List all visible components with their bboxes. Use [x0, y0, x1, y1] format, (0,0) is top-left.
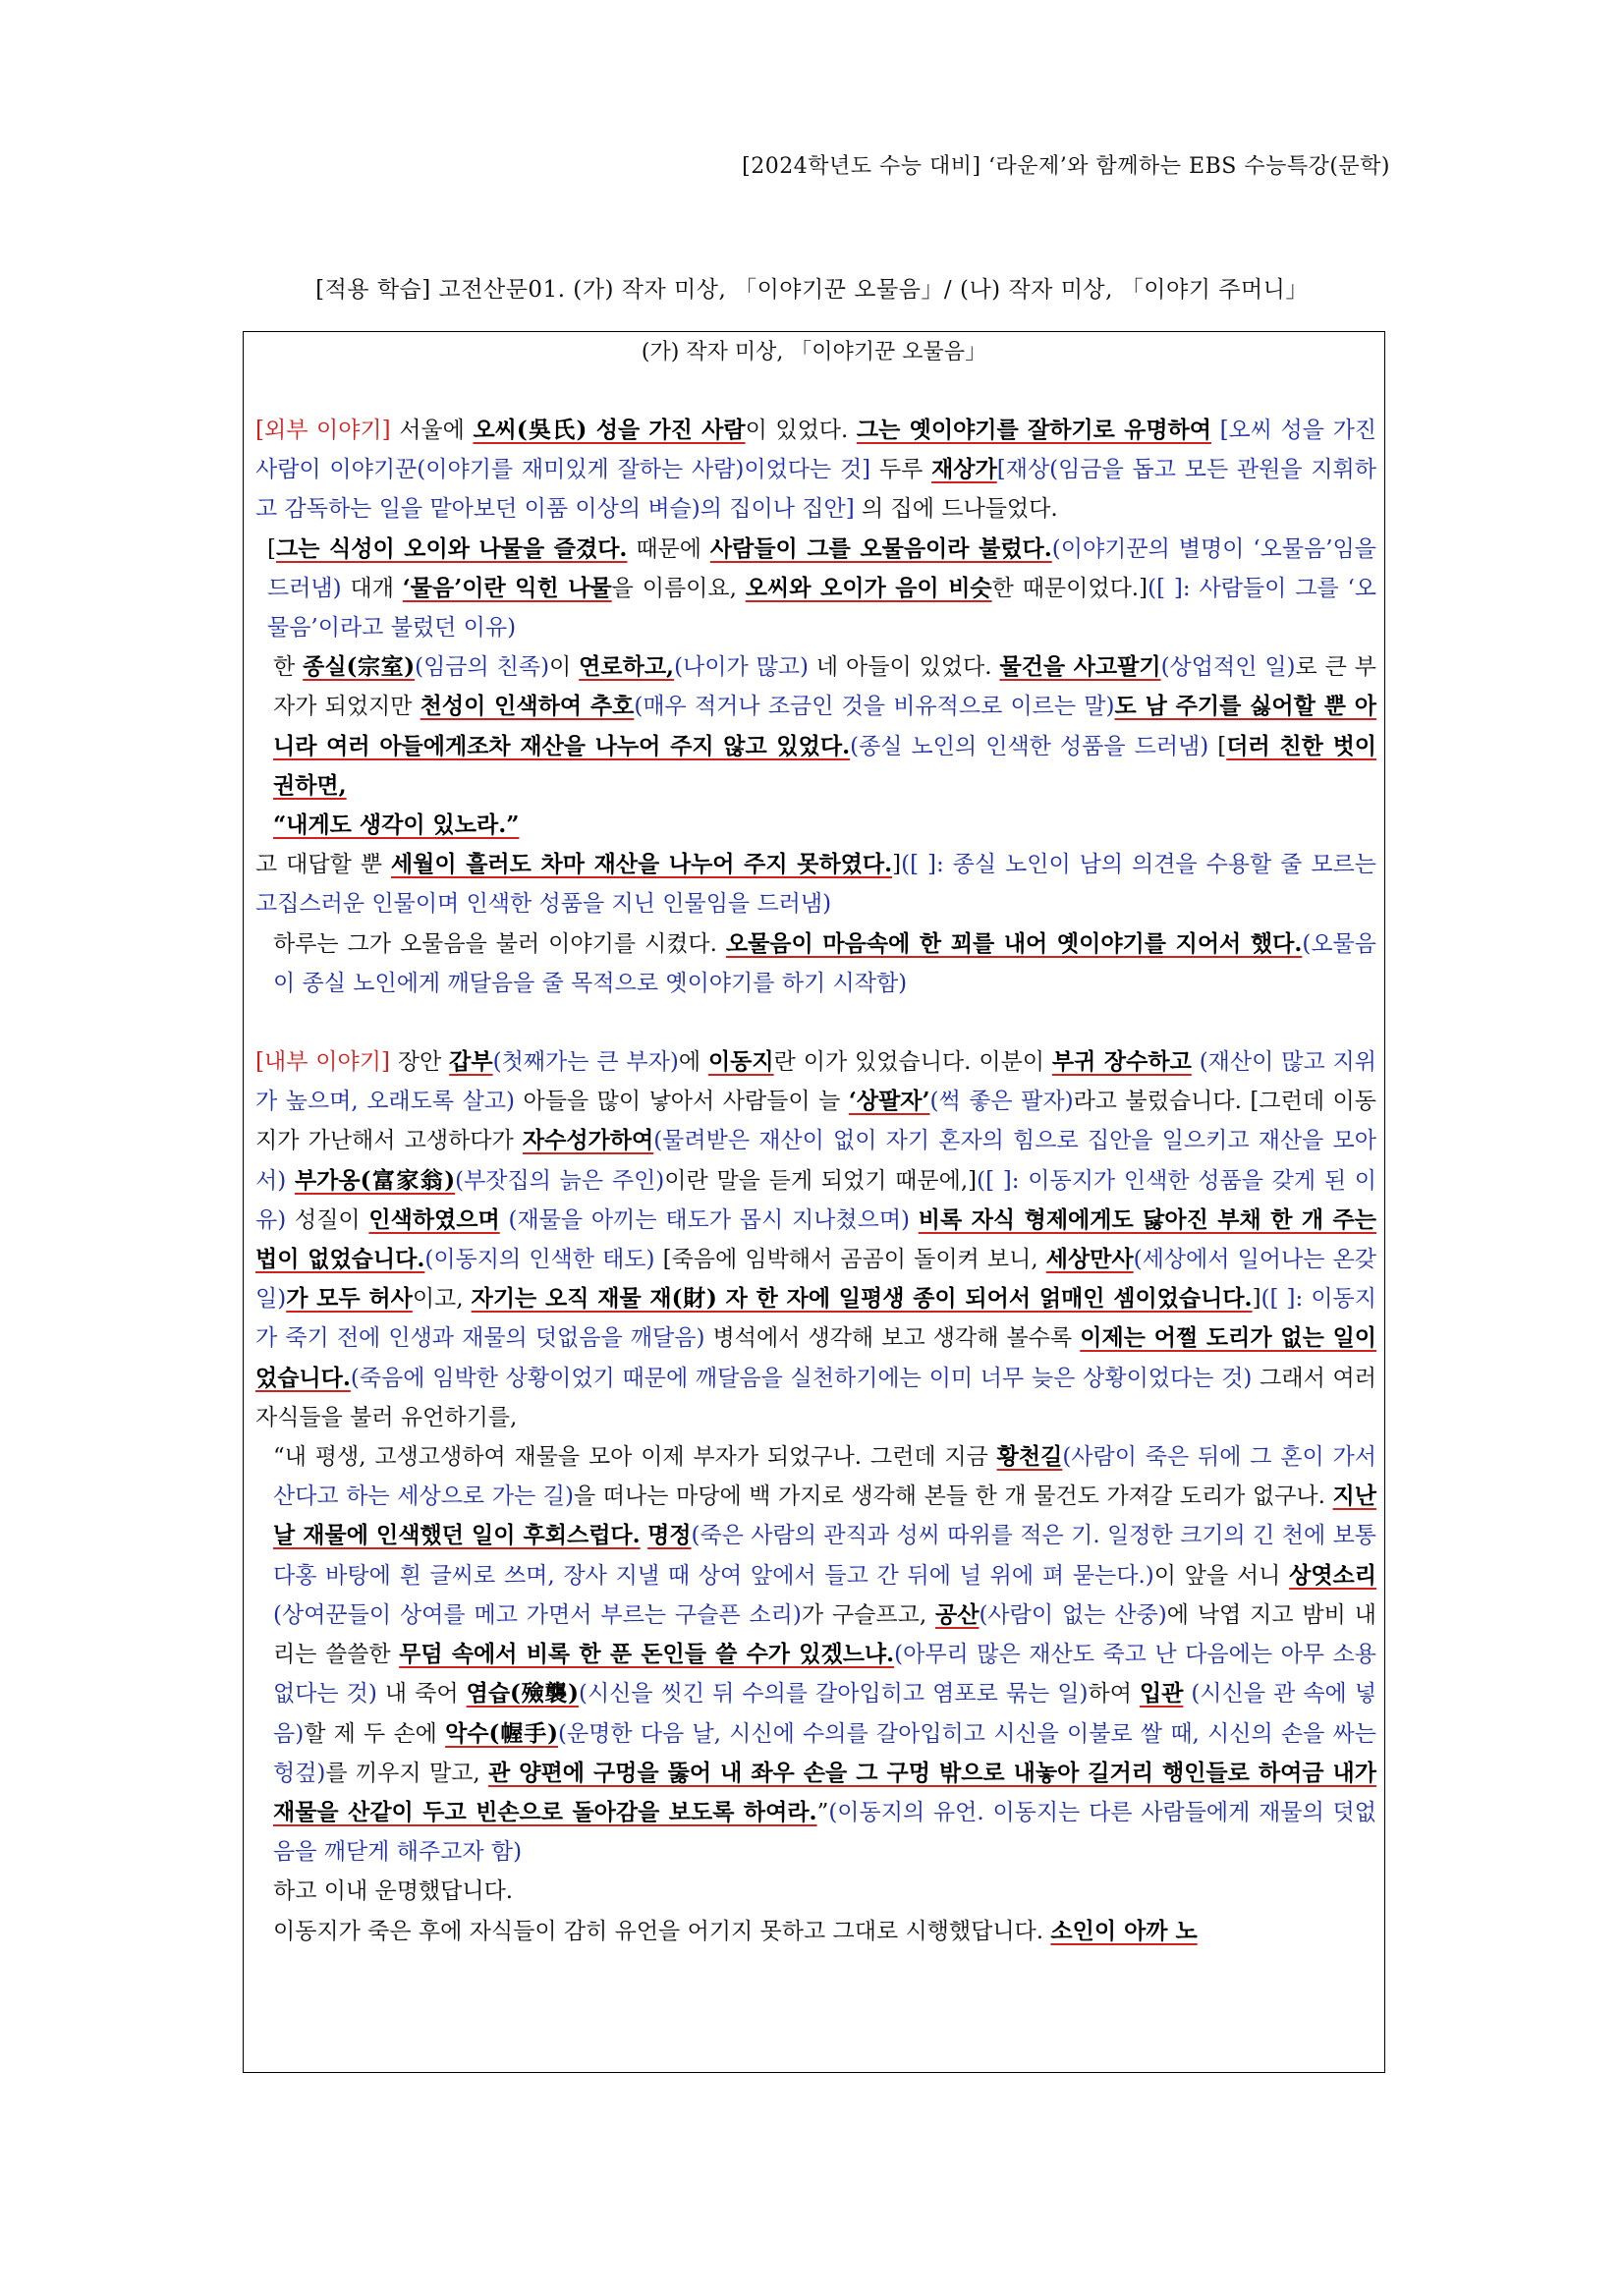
text: 이고,	[412, 1286, 472, 1313]
underline-text: 공산	[935, 1600, 980, 1628]
paragraph-death	[255, 1872, 1376, 1911]
underline-text: 황천길	[996, 1443, 1063, 1471]
underline-text: 도 남 주기를 싫어할 뿐 아니라 여러 아들에게조차 재산을 나누어 주지 않고 있었다.	[273, 693, 1376, 759]
underline-text: 악수(幄手)	[445, 1719, 558, 1747]
text: 에	[678, 1049, 708, 1076]
underline-text: 천성이 인색하여 추호	[420, 693, 635, 720]
annotation: (이야기꾼의 별명이 ‘오물음’임을 드러냄)	[267, 535, 1376, 601]
underline-text: 오씨(吳氏) 성을 가진 사람	[473, 417, 746, 443]
annotation: (사람이 없는 산중)	[979, 1601, 1167, 1628]
underline-text: 관 양편에 구멍을 뚫어 내 좌우 손을 그 구멍 밖으로 내놓아 길거리 행인들로 하여금 내가 재물을 산같이 두고 빈손으로 돌아감을 보도록 하여라.	[273, 1759, 1376, 1825]
text: 할 제 두 손에	[304, 1720, 446, 1747]
text: ]	[892, 852, 902, 878]
paragraph-will	[255, 1437, 1376, 1872]
text: 이란 말을 듣게 되었기 때문에,]	[664, 1167, 978, 1194]
text: [	[267, 535, 276, 562]
annotation: (부잣집의 늙은 주인)	[455, 1167, 665, 1194]
annotation: ([ ]: 이동지가 죽기 전에 인생과 재물의 덧없음을 깨달음)	[255, 1286, 1376, 1352]
text: 라고 불렀습니다. [그런데 이동지가 가난해서 고생하다가	[255, 1089, 1376, 1154]
underline-text: 오물음이 마음속에 한 꾀를 내어 옛이야기를 지어서 했다.	[725, 929, 1303, 957]
annotation: [오씨 성을 가진 사람이 이야기꾼(이야기를 재미있게 잘하는 사람)이었다는 것]	[255, 418, 1377, 483]
annotation: [재상(임금을 돕고 모든 관원을 지휘하고 감독하는 일을 맡아보던 이품 이상의 벼슬)의 집이나 집안]	[255, 457, 1376, 523]
text: 성질이	[286, 1206, 369, 1233]
text: 때문에	[627, 535, 710, 562]
passage-box	[243, 331, 1385, 2073]
annotation: (이동지의 인색한 태도)	[424, 1247, 655, 1273]
underline-text: 인색하였으며	[368, 1205, 500, 1233]
underline-text: 비록 자식 형제에게도 닳아진 부채 한 개 주는 법이 없었습니다.	[255, 1205, 1376, 1273]
text: 고 대답할 뿐	[255, 852, 391, 878]
text: 아들을 많이 낳아서 사람들이 늘	[514, 1089, 849, 1115]
paragraph-aftermath	[255, 1912, 1376, 1951]
annotation: (오물음이 종실 노인에게 깨달음을 줄 목적으로 옛이야기를 하기 시작함)	[273, 930, 1376, 996]
text: 병석에서 생각해 보고 생각해 볼수록	[704, 1325, 1081, 1352]
text	[910, 1207, 919, 1233]
text	[641, 1523, 647, 1548]
text: ”	[816, 1799, 829, 1825]
underline-text: 부가옹(富家翁)	[294, 1166, 456, 1194]
paragraph-reply	[255, 845, 1376, 924]
outer-story-tag: [외부 이야기]	[255, 418, 391, 443]
underline-text: 염습(殮襲)	[466, 1680, 579, 1708]
annotation: (상업적인 일)	[1160, 654, 1296, 681]
annotation: (임금의 친족)	[415, 654, 550, 681]
paragraph-dialogue	[255, 806, 1376, 845]
text: 이 앞을 서니	[1153, 1562, 1290, 1589]
annotation: (운명한 다음 날, 시신에 수의를 갈아입히고 시신을 이불로 쌀 때, 시신의 손을 싸는 헝겊)	[273, 1720, 1376, 1786]
text: 하여	[1088, 1681, 1140, 1708]
underline-text: 지난날 재물에 인색했던 일이 후회스럽다.	[273, 1483, 1376, 1549]
text: 이동지가 죽은 후에 자식들이 감히 유언을 어기지 못하고 그대로 시행했답니다.	[273, 1918, 1051, 1944]
text: 서울에	[390, 418, 474, 443]
underline-text: 사람들이 그를 오물음이라 불렀다.	[709, 534, 1052, 562]
annotation: (첫째가는 큰 부자)	[492, 1049, 679, 1076]
text: 가 구슬프고,	[801, 1601, 936, 1628]
annotation: ([ ]: 이동지가 인색한 성품을 갖게 된 이유)	[255, 1167, 1377, 1233]
text: 의 집에 드나들었다.	[854, 496, 1058, 523]
underline-text: 그는 옛이야기를 잘하기로 유명하여	[856, 417, 1211, 443]
text: 로 큰 부자가 되었지만	[273, 654, 1376, 720]
text: 이	[549, 654, 580, 681]
annotation: (물려받은 재산이 없이 자기 혼자의 힘으로 집안을 일으키고 재산을 모아서)	[255, 1128, 1376, 1194]
underline-text: 종실(宗室)	[303, 653, 416, 681]
underline-text: 명정	[647, 1522, 692, 1549]
text: 한 때문이었다.]	[991, 575, 1148, 601]
underline-text: 그는 식성이 오이와 나물을 즐겼다.	[275, 534, 628, 562]
text	[286, 1168, 295, 1194]
underline-text: 갑부	[449, 1048, 493, 1076]
annotation: (세상에서 일어나는 온갖 일)	[255, 1247, 1377, 1313]
annotation: (매우 적거나 조금인 것을 비유적으로 이르는 말)	[634, 694, 1115, 720]
underline-text: 세상만사	[1045, 1246, 1134, 1273]
annotation: ([ ]: 종실 노인이 남의 의견을 수용할 줄 모르는 고집스러운 인물이며 인색한 성품을 지닌 인물임을 드러냄)	[255, 852, 1376, 918]
text: 네 아들이 있었다.	[809, 654, 1000, 681]
text: 두루	[870, 457, 932, 483]
annotation: (사람이 죽은 뒤에 그 혼이 가서 산다고 하는 세상으로 가는 길)	[273, 1444, 1376, 1510]
text: “내 평생, 고생고생하여 재물을 모아 이제 부자가 되었구나. 그런데 지금	[273, 1444, 997, 1471]
underline-text: 상엿소리	[1289, 1561, 1376, 1589]
annotation: (썩 좋은 팔자)	[929, 1089, 1074, 1115]
underline-text: 이제는 어쩔 도리가 없는 일이었습니다.	[255, 1324, 1377, 1391]
underline-text: 물건을 사고팔기	[999, 653, 1161, 681]
page-header: [2024학년도 수능 대비] ‘라운제’와 함께하는 EBS 수능특강(문학)	[742, 154, 1390, 179]
text: 한	[273, 654, 304, 681]
text: 에 낙엽 지고 밤비 내리는 쓸쓸한	[273, 1601, 1376, 1668]
underline-text: 재상가	[931, 456, 997, 483]
text: ]	[1252, 1286, 1261, 1313]
underline-text: 이동지	[707, 1048, 774, 1076]
underline-text: ‘상팔자’	[848, 1088, 930, 1115]
text: 대개	[341, 575, 403, 601]
annotation: (나이가 많고)	[674, 654, 809, 681]
underline-text: ‘물음’이란 익힌 나물	[402, 574, 612, 601]
section-subtitle: [적용 학습] 고전산문01. (가) 작자 미상, 「이야기꾼 오물음」/ (나) 작자 미상, 「이야기 주머니」	[315, 277, 1309, 303]
inner-story-tag: [내부 이야기]	[255, 1049, 390, 1076]
underline-text: 무덤 속에서 비록 한 푼 돈인들 쓸 수가 있겠느냐.	[399, 1641, 895, 1668]
annotation: (이동지의 유언. 이동지는 다른 사람들에게 재물의 덧없음을 깨닫게 해주고자 함)	[273, 1799, 1376, 1866]
annotation: (재물을 아끼는 태도가 몹시 지나쳤으며)	[499, 1206, 911, 1233]
underline-text: “내게도 생각이 있노라.”	[273, 812, 520, 839]
paragraph-gap	[255, 1003, 1376, 1042]
annotation: (상여꾼들이 상여를 메고 가면서 부르는 구슬픈 소리)	[273, 1601, 802, 1628]
annotation: (재산이 많고 지위가 높으며, 오래도록 살고)	[255, 1049, 1376, 1115]
annotation: (아무리 많은 재산도 죽고 난 다음에는 아무 소용 없다는 것)	[273, 1642, 1376, 1708]
text: 하고 이내 운명했답니다.	[273, 1878, 514, 1905]
text: 을 이름이요,	[611, 575, 746, 601]
text: 를 끼우지 말고,	[325, 1760, 489, 1786]
text: 이 있었다.	[745, 418, 857, 443]
text: 란 이가 있었습니다. 이분이	[773, 1049, 1052, 1076]
paragraph-story-request	[255, 924, 1376, 1003]
text: [	[1208, 733, 1227, 759]
underline-text: 연로하고,	[579, 653, 675, 681]
underline-text: 입관	[1139, 1680, 1184, 1708]
underline-text: 자기는 오직 재물 재(財) 자 한 자에 일평생 종이 되어서 얽매인 셈이었습니다.	[471, 1285, 1253, 1313]
underline-text: 가 모두 허사	[286, 1285, 413, 1313]
paragraph-inner-story	[255, 1042, 1376, 1437]
text: 장안	[389, 1049, 450, 1076]
paragraph-nickname	[255, 530, 1376, 648]
text: 그래서 여러 자식들을 불러 유언하기를,	[255, 1365, 1376, 1430]
annotation: ([ ]: 사람들이 그를 ‘오물음’이라고 불렀던 이유)	[267, 575, 1377, 642]
text: 을 떠나는 마당에 백 가지로 생각해 본들 한 개 물건도 가져갈 도리가 없구나.	[573, 1484, 1333, 1510]
passage-content	[255, 411, 1376, 1951]
annotation: (종실 노인의 인색한 성품을 드러냄)	[850, 733, 1209, 759]
underline-text: 오씨와 오이가 음이 비슷	[745, 574, 992, 601]
passage-title: (가) 작자 미상, 「이야기꾼 오물음」	[641, 340, 987, 364]
paragraph-royal-relative	[255, 647, 1376, 806]
annotation: (시신을 관 속에 넣음)	[273, 1681, 1377, 1747]
annotation: (죽은 사람의 관직과 성씨 따위를 적은 기. 일정한 크기의 긴 천에 보통 다홍 바탕에 흰 글씨로 쓰며, 장사 지낼 때 상여 앞에서 들고 간 뒤에 널 위에 펴 묻는다.)	[273, 1523, 1377, 1589]
text: [죽음에 임박해서 곰곰이 돌이켜 보니,	[654, 1247, 1046, 1273]
underline-text: 소인이 아까 노	[1050, 1917, 1198, 1944]
annotation: (시신을 씻긴 뒤 수의를 갈아입히고 염포로 묶는 일)	[578, 1681, 1089, 1708]
text: 내 죽어	[376, 1681, 467, 1708]
underline-text: 세월이 흘러도 차마 재산을 나누어 주지 못하였다.	[390, 851, 893, 878]
paragraph-outer-story-intro	[255, 411, 1376, 530]
text: 하루는 그가 오물음을 불러 이야기를 시켰다.	[273, 930, 726, 957]
underline-text: 자수성가하여	[522, 1127, 654, 1154]
underline-text: 더러 친한 벗이 권하면,	[273, 732, 1377, 799]
underline-text: 부귀 장수하고	[1051, 1048, 1192, 1076]
annotation: (죽음에 임박한 상황이었기 때문에 깨달음을 실천하기에는 이미 너무 늦은 상황이었다는 것)	[350, 1365, 1253, 1391]
